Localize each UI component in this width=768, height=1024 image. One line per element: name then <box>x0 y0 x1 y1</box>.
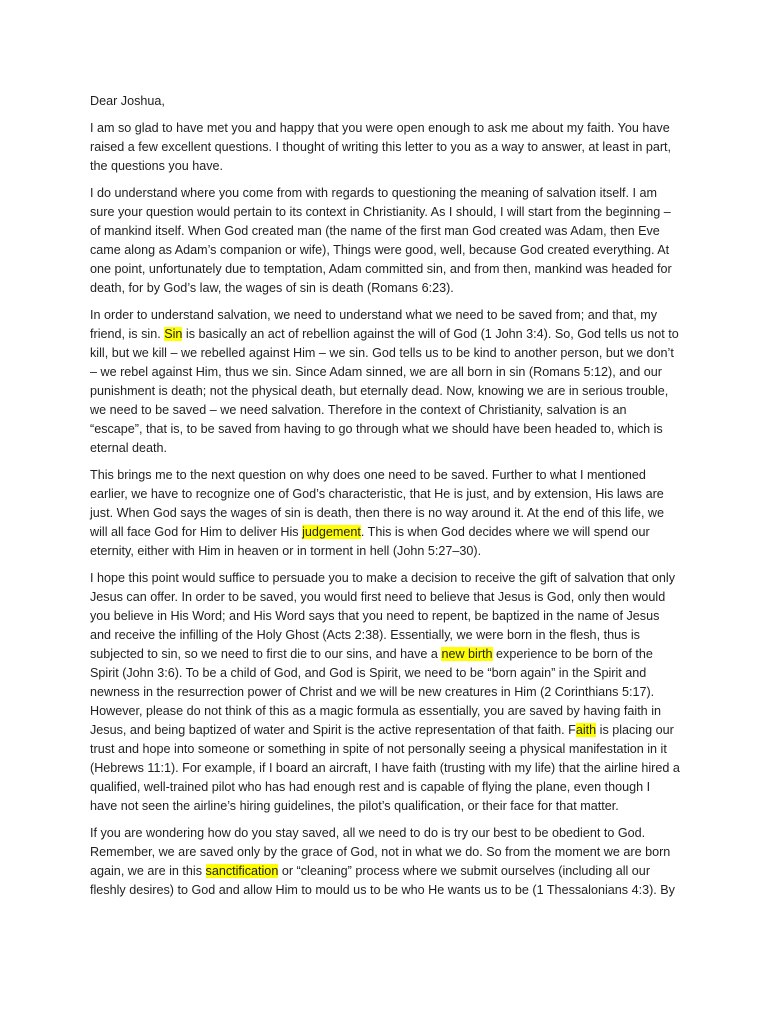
paragraph-new-birth-text-c: is placing our trust and hope into someone or something in spite of not personally seeing a physical manifestation in it (Hebrews 11:1). For example, if I board an aircraft, I have faith (trusting with my life) that the airline hired a qualified, well-trained pilot who has had enough rest and is capable of flying the plane, even though I have not seen the airline’s hiring guidelines, the pilot’s qualification, or their face for that matter. <box>90 723 680 813</box>
highlight-faith: aith <box>575 723 597 737</box>
paragraph-sin <box>90 306 680 458</box>
letter-page <box>90 92 680 908</box>
paragraph-sin-text-a: In order to understand salvation, we need to understand what we need to be saved from; and that, my friend, is sin. <box>90 308 658 341</box>
paragraph-new-birth-text-b: experience to be born of the Spirit (John 3:6). To be a child of God, and God is Spirit, we need to be “born again” in the Spirit and newness in the resurrection power of Christ and we will be new creatures in Him (2 Corinthians 5:17). However, please do not think of this as a magic formula as essentially, you are saved by having faith in Jesus, and being baptized of water and Spirit is the active representation of that faith. F <box>90 647 661 737</box>
paragraph-sanctification <box>90 824 680 900</box>
paragraph-creation: I do understand where you come from with regards to questioning the meaning of salvation itself. I am sure your question would pertain to its context in Christianity. As I should, I will start from the beginning – of mankind itself. When God created man (the name of the first man God created was Adam, then Eve came along as Adam’s companion or wife), Things were good, well, because God created everything. At one point, unfortunately due to temptation, Adam committed sin, and from then, mankind was headed for death, for by God’s law, the wages of sin is death (Romans 6:23). <box>90 186 672 295</box>
highlight-judgement: judgement <box>302 525 361 539</box>
paragraph-new-birth-text-a: I hope this point would suffice to persuade you to make a decision to receive the gift of salvation that only Jesus can offer. In order to be saved, you would first need to believe that Jesus is God, only then would you believe in His Word; and His Word says that you need to repent, be baptized in the name of Jesus and receive the infilling of the Holy Ghost (Acts 2:38). Essentially, we were born in the flesh, thus is subjected to sin, so we need to first die to our sins, and have a <box>90 571 676 661</box>
highlight-sanctification: sanctification <box>205 864 279 878</box>
salutation: Dear Joshua, <box>90 94 165 108</box>
paragraph-judgement-text-a: This brings me to the next question on why does one need to be saved. Further to what I mentioned earlier, we have to recognize one of God’s characteristic, that He is just, and by extension, His laws are just. When God says the wages of sin is death, then there is no way around it. At the end of this life, we will all face God for Him to deliver His <box>90 468 665 539</box>
paragraph-sanctification-text-a: If you are wondering how do you stay saved, all we need to do is try our best to be obedient to God. Remember, we are saved only by the grace of God, not in what we do. So from the moment we are born again, we are in this <box>90 826 671 878</box>
paragraph-judgement-text-b: . This is when God decides where we will spend our eternity, either with Him in heaven or in torment in hell (John 5:27–30). <box>90 525 650 558</box>
paragraph-sanctification-text-b: or “cleaning” process where we submit ourselves (including all our fleshly desires) to God and allow Him to mould us to be who He wants us to be (1 Thessalonians 4:3). By <box>90 864 675 897</box>
highlight-new-birth: new birth <box>441 647 493 661</box>
paragraph-judgement <box>90 466 680 561</box>
highlight-sin: Sin <box>164 327 183 341</box>
paragraph-sin-text-b: is basically an act of rebellion against the will of God (1 John 3:4). So, God tells us not to kill, but we kill – we rebelled against Him – we sin. God tells us to be kind to another person, but we don’t – we rebel against Him, thus we sin. Since Adam sinned, we are all born in sin (Romans 5:12), and our punishment is death; not the physical death, but eternally dead. Now, knowing we are in serious trouble, we need to be saved – we need salvation. Therefore in the context of Christianity, salvation is an “escape”, that is, to be saved from having to go through what we should have been headed to, which is eternal death. <box>90 327 679 455</box>
paragraph-new-birth <box>90 569 680 816</box>
paragraph-intro: I am so glad to have met you and happy that you were open enough to ask me about my faith. You have raised a few excellent questions. I thought of writing this letter to you as a way to answer, at least in part, the questions you have. <box>90 121 672 173</box>
